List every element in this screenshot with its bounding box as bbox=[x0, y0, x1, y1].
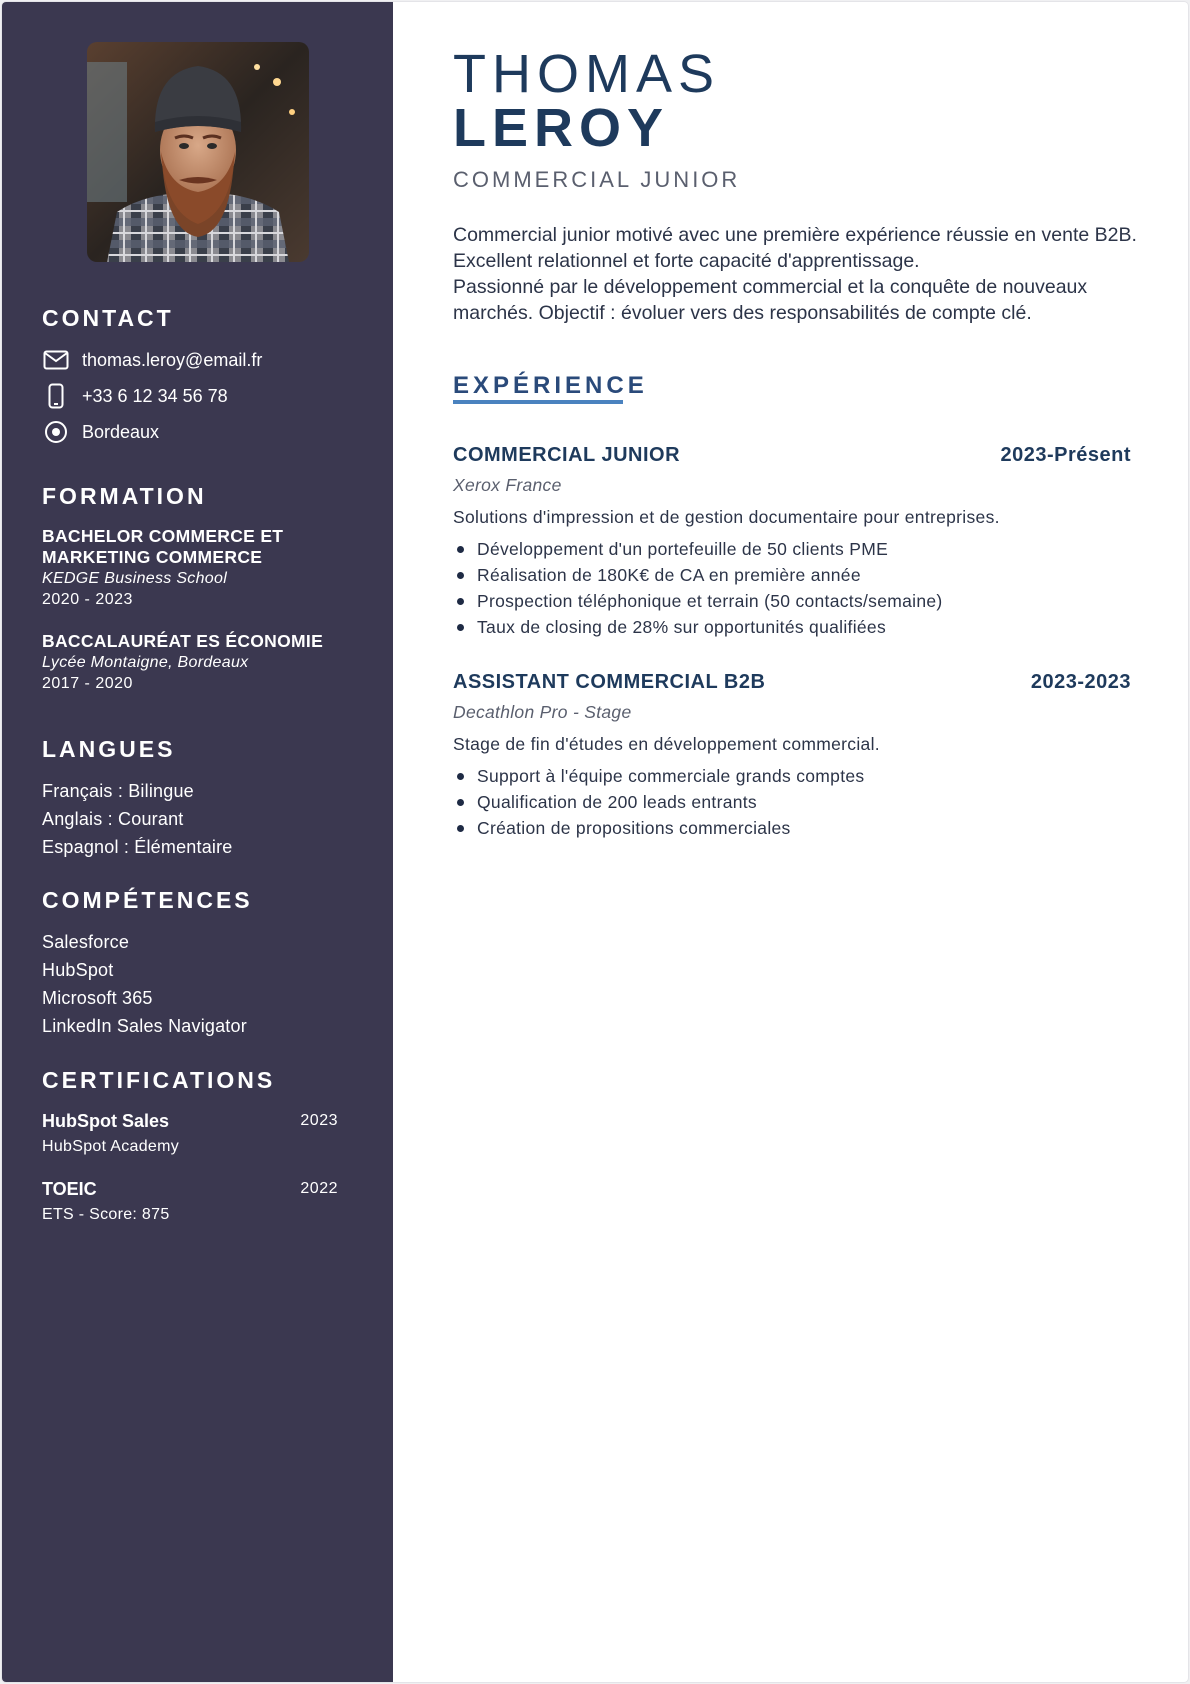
profile-photo bbox=[87, 42, 309, 262]
experience-item bbox=[453, 442, 1131, 640]
competences-heading: COMPÉTENCES bbox=[42, 887, 253, 913]
formation-section bbox=[42, 482, 362, 695]
job-description: Solutions d'impression et de gestion documentaire pour entreprises. bbox=[453, 507, 1000, 527]
list-item: Support à l'équipe commerciale grands comptes bbox=[453, 763, 1131, 789]
certification-issuer: ETS - Score: 875 bbox=[42, 1206, 170, 1223]
contact-list bbox=[42, 344, 362, 454]
formation-item bbox=[42, 526, 362, 611]
last-name: LEROY bbox=[453, 98, 670, 158]
first-name: THOMAS bbox=[453, 44, 721, 104]
job-bullets bbox=[453, 536, 1131, 640]
contact-location bbox=[42, 418, 159, 446]
phone-icon bbox=[42, 382, 70, 410]
list-item: Espagnol : Élémentaire bbox=[42, 837, 233, 857]
contact-phone-text: +33 6 12 34 56 78 bbox=[82, 386, 228, 406]
job-role: COMMERCIAL JUNIOR bbox=[453, 444, 681, 466]
list-item: Salesforce bbox=[42, 932, 130, 952]
list-item: Français : Bilingue bbox=[42, 781, 194, 801]
job-title: COMMERCIAL JUNIOR bbox=[453, 167, 741, 192]
job-role: ASSISTANT COMMERCIAL B2B bbox=[453, 671, 766, 693]
list-item: Anglais : Courant bbox=[42, 809, 184, 829]
job-description: Stage de fin d'études en développement commercial. bbox=[453, 734, 880, 754]
certification-year: 2022 bbox=[300, 1180, 338, 1197]
contact-email-text: thomas.leroy@email.fr bbox=[82, 350, 263, 370]
formation-heading: FORMATION bbox=[42, 483, 207, 509]
job-dates: 2023-Présent bbox=[1000, 444, 1131, 466]
formation-title: BACCALAURÉAT ES ÉCONOMIE bbox=[42, 631, 324, 651]
certification-year: 2023 bbox=[300, 1112, 338, 1129]
formation-item bbox=[42, 631, 362, 695]
resume-page bbox=[2, 2, 1188, 1682]
summary-paragraph: Passionné par le développement commercial et la conquête de nouveaux marchés. Objectif : évoluer vers des responsabilités de compte clé. bbox=[453, 276, 1088, 324]
list-item: Qualification de 200 leads entrants bbox=[453, 789, 1131, 815]
list-item: Prospection téléphonique et terrain (50 contacts/semaine) bbox=[453, 588, 1131, 614]
job-company: Xerox France bbox=[453, 475, 562, 495]
list-item: Taux de closing de 28% sur opportunités qualifiées bbox=[453, 614, 1131, 640]
experience-heading: EXPÉRIENCE bbox=[453, 372, 648, 399]
summary-paragraph: Commercial junior motivé avec une première expérience réussie en vente B2B. Excellent relationnel et forte capacité d'apprentissage. bbox=[453, 224, 1137, 272]
list-item: Développement d'un portefeuille de 50 clients PME bbox=[453, 536, 1131, 562]
job-company: Decathlon Pro - Stage bbox=[453, 702, 632, 722]
langues-heading: LANGUES bbox=[42, 736, 176, 762]
certifications-section bbox=[42, 1066, 362, 1246]
profile-summary bbox=[453, 222, 1163, 326]
list-item: LinkedIn Sales Navigator bbox=[42, 1016, 247, 1036]
contact-section bbox=[42, 304, 362, 332]
sidebar bbox=[2, 2, 393, 1682]
certification-item bbox=[42, 1178, 338, 1226]
formation-title: BACHELOR COMMERCE ET MARKETING COMMERCE bbox=[42, 526, 284, 567]
experience-item bbox=[453, 669, 1131, 841]
list-item: Réalisation de 180K€ de CA en première année bbox=[453, 562, 1131, 588]
contact-phone[interactable] bbox=[42, 382, 228, 410]
certification-item bbox=[42, 1110, 338, 1158]
job-bullets bbox=[453, 763, 1131, 841]
list-item: Création de propositions commerciales bbox=[453, 815, 1131, 841]
map-pin-icon bbox=[42, 418, 70, 446]
certification-name: HubSpot Sales bbox=[42, 1111, 170, 1131]
contact-email[interactable] bbox=[42, 346, 262, 374]
contact-heading: CONTACT bbox=[42, 305, 174, 331]
certification-name: TOEIC bbox=[42, 1179, 97, 1199]
formation-dates: 2020 - 2023 bbox=[42, 591, 133, 608]
langues-list bbox=[42, 777, 362, 861]
competences-list bbox=[42, 928, 362, 1040]
formation-dates: 2017 - 2020 bbox=[42, 675, 133, 692]
langues-section bbox=[42, 735, 362, 861]
list-item: Microsoft 365 bbox=[42, 988, 153, 1008]
certification-issuer: HubSpot Academy bbox=[42, 1138, 180, 1155]
formation-school: KEDGE Business School bbox=[42, 570, 228, 587]
list-item: HubSpot bbox=[42, 960, 114, 980]
contact-location-text: Bordeaux bbox=[82, 422, 160, 442]
competences-section bbox=[42, 886, 362, 1040]
experience-heading-underline bbox=[453, 400, 623, 404]
envelope-icon bbox=[42, 346, 70, 374]
certifications-heading: CERTIFICATIONS bbox=[42, 1067, 276, 1093]
formation-school: Lycée Montaigne, Bordeaux bbox=[42, 654, 249, 671]
job-dates: 2023-2023 bbox=[1030, 671, 1131, 693]
